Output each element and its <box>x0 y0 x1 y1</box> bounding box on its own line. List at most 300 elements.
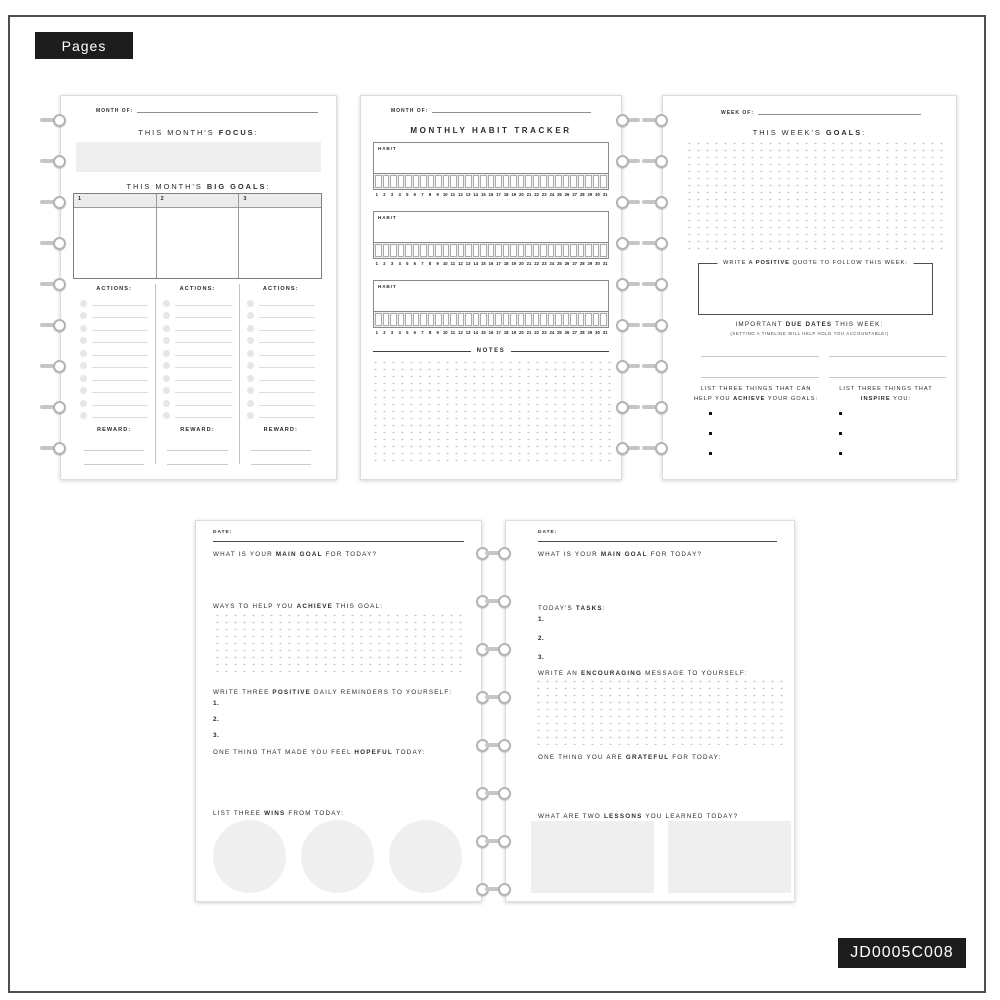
due-dates-lines-left <box>701 336 819 378</box>
day-number: 13 <box>465 191 471 197</box>
habit-day-cell <box>450 175 457 188</box>
action-writein-line <box>92 405 148 406</box>
action-bullet-icon <box>247 312 254 319</box>
daily-page-left <box>195 520 482 902</box>
notes-dot-grid <box>371 359 611 466</box>
habit-day-cell <box>420 313 427 326</box>
day-number: 13 <box>465 260 471 266</box>
habit-day-cell <box>533 175 540 188</box>
month-of-row <box>391 108 591 114</box>
action-bullet-icon <box>163 325 170 332</box>
binder-disc-icon <box>614 237 642 250</box>
hopeful-heading: ONE THING THAT MADE YOU FEEL HOPEFUL TODAY: <box>213 749 426 756</box>
actions-column <box>155 284 239 464</box>
reward-writein-line <box>84 437 144 451</box>
day-number: 10 <box>442 191 448 197</box>
day-number: 11 <box>450 191 456 197</box>
action-bullet-icon <box>163 312 170 319</box>
goal-writein-cell <box>239 208 321 278</box>
action-writein-line <box>259 417 315 418</box>
habit-label: HABIT <box>378 215 397 220</box>
binder-disc-icon <box>614 155 642 168</box>
action-bullet-icon <box>247 412 254 419</box>
habit-day-cell <box>383 175 390 188</box>
habit-day-cell <box>488 244 495 257</box>
habit-day-cell <box>465 313 472 326</box>
habit-day-cell <box>405 313 412 326</box>
inspire-list-heading: LIST THREE THINGS THAT INSPIRE YOU: <box>839 386 933 402</box>
habit-box <box>373 142 609 190</box>
habit-day-cell <box>465 175 472 188</box>
date-label: DATE: <box>213 530 233 535</box>
action-row <box>163 347 231 360</box>
habit-day-cell <box>405 244 412 257</box>
habit-day-cell <box>458 313 465 326</box>
disc-ring <box>655 319 668 332</box>
weekly-goals-heading: THIS WEEK'S GOALS: <box>752 128 867 137</box>
day-number: 15 <box>481 191 486 197</box>
notes-label: NOTES <box>476 348 506 354</box>
habit-day-cells <box>374 311 608 327</box>
day-number: 18 <box>503 191 509 197</box>
day-number: 18 <box>503 260 509 266</box>
binder-disc-icon <box>40 196 68 209</box>
habit-day-cell <box>563 244 570 257</box>
day-number: 3 <box>390 191 394 197</box>
binder-disc-icon <box>642 237 670 250</box>
action-row <box>163 360 231 373</box>
day-number: 14 <box>473 260 479 266</box>
habit-day-cell <box>375 244 382 257</box>
habit-day-cell <box>600 175 607 188</box>
reminders-heading: WRITE THREE POSITIVE DAILY REMINDERS TO YOURSELF: <box>213 689 453 696</box>
habit-box <box>373 211 609 259</box>
actions-label: ACTIONS: <box>96 286 133 292</box>
day-number: 22 <box>534 191 539 197</box>
day-number: 19 <box>511 191 517 197</box>
goal-column-number: 2 <box>157 194 240 207</box>
habit-blocks <box>373 142 609 349</box>
action-row <box>163 410 231 423</box>
day-number: 26 <box>564 329 570 335</box>
habit-day-cell <box>413 175 420 188</box>
habit-day-cell <box>525 175 532 188</box>
week-of-row <box>721 110 921 116</box>
habit-day-cell <box>428 313 435 326</box>
disc-ring <box>616 401 629 414</box>
action-row <box>163 322 231 335</box>
day-number: 2 <box>383 260 386 266</box>
pages-badge-label: Pages <box>61 37 107 54</box>
achieve-list-heading: LIST THREE THINGS THAT CAN HELP YOU ACHIEVE YOUR GOALS: <box>693 386 819 402</box>
habit-label: HABIT <box>378 284 397 289</box>
action-row <box>80 410 148 423</box>
day-number: 23 <box>541 191 547 197</box>
action-writein-line <box>259 367 315 368</box>
notes-line-right <box>511 351 609 352</box>
win-circle <box>389 820 462 893</box>
disc-ring <box>616 319 629 332</box>
action-writein-line <box>92 355 148 356</box>
action-writein-line <box>92 305 148 306</box>
day-number: 6 <box>413 260 417 266</box>
habit-day-cell <box>593 313 600 326</box>
disc-ring <box>655 237 668 250</box>
habit-day-cell <box>480 244 487 257</box>
product-code-label: JD0005C008 <box>850 944 954 961</box>
habit-day-cell <box>420 175 427 188</box>
day-number: 21 <box>526 191 532 197</box>
habit-day-cell <box>548 313 555 326</box>
todays-tasks-heading: TODAY'S TASKS: <box>538 605 606 612</box>
habit-day-cell <box>383 313 390 326</box>
habit-day-cell <box>450 244 457 257</box>
day-number: 30 <box>595 260 600 266</box>
action-row <box>163 372 231 385</box>
habit-day-cell <box>510 175 517 188</box>
habit-day-numbers <box>373 328 609 336</box>
action-writein-line <box>259 380 315 381</box>
habit-day-cells <box>374 173 608 189</box>
day-number: 20 <box>519 260 524 266</box>
monthly-goals-page <box>60 95 337 480</box>
action-bullet-icon <box>80 325 87 332</box>
habit-block <box>373 142 609 198</box>
day-number: 19 <box>511 260 517 266</box>
habit-day-cell <box>420 244 427 257</box>
day-number: 13 <box>465 329 471 335</box>
day-number: 23 <box>541 329 547 335</box>
action-writein-line <box>92 367 148 368</box>
day-number: 26 <box>564 191 570 197</box>
action-bullet-icon <box>247 400 254 407</box>
binder-disc-icon <box>642 278 670 291</box>
due-date-line <box>701 357 819 378</box>
binder-disc-icon <box>40 360 68 373</box>
reward-writein-line <box>167 451 227 465</box>
focus-heading: THIS MONTH'S FOCUS: <box>138 128 259 137</box>
date-label: DATE: <box>538 530 558 535</box>
habit-day-cell <box>555 175 562 188</box>
action-row <box>80 310 148 323</box>
reward-label: REWARD: <box>96 427 132 433</box>
action-row <box>80 397 148 410</box>
bullet-row <box>839 432 842 452</box>
disc-ring <box>498 883 511 896</box>
achieve-bullet-list <box>709 412 712 472</box>
numbered-line: 2. <box>213 716 220 723</box>
habit-day-cell <box>435 244 442 257</box>
main-goal-heading: WHAT IS YOUR MAIN GOAL FOR TODAY? <box>538 551 703 558</box>
action-bullet-icon <box>247 362 254 369</box>
day-number: 31 <box>602 191 608 197</box>
binder-disc-icon <box>40 442 68 455</box>
action-row <box>163 297 231 310</box>
action-bullet-icon <box>80 300 87 307</box>
binder-disc-icon <box>40 278 68 291</box>
habit-day-cell <box>585 313 592 326</box>
action-writein-line <box>92 392 148 393</box>
action-writein-line <box>259 342 315 343</box>
day-number: 12 <box>458 329 463 335</box>
bullet-dot-icon <box>839 432 842 435</box>
day-number: 14 <box>473 191 479 197</box>
action-row <box>80 360 148 373</box>
day-number: 17 <box>496 260 501 266</box>
inspire-bullet-list <box>839 412 842 472</box>
big-goals-table-body <box>74 208 321 278</box>
binder-disc-icon <box>40 114 68 127</box>
action-bullet-icon <box>80 387 87 394</box>
habit-day-cell <box>390 244 397 257</box>
action-bullet-icon <box>163 387 170 394</box>
day-number: 7 <box>421 260 424 266</box>
day-number: 27 <box>572 191 577 197</box>
day-number: 3 <box>390 260 394 266</box>
month-of-label: MONTH OF: <box>391 108 429 114</box>
disc-ring <box>498 691 511 704</box>
reward-label: REWARD: <box>180 427 215 433</box>
disc-ring <box>616 155 629 168</box>
action-writein-line <box>175 417 231 418</box>
action-bullet-icon <box>247 325 254 332</box>
habit-day-cell <box>570 175 577 188</box>
day-number: 31 <box>602 329 608 335</box>
disc-ring <box>53 360 66 373</box>
action-bullet-icon <box>80 350 87 357</box>
due-date-line <box>701 336 819 357</box>
habit-tracker-title: MONTHLY HABIT TRACKER <box>410 126 572 135</box>
due-dates-heading: IMPORTANT DUE DATES THIS WEEK: <box>735 321 884 328</box>
disc-ring <box>53 278 66 291</box>
action-bullet-icon <box>80 400 87 407</box>
numbered-line: 1. <box>538 616 545 623</box>
reward-writein-line <box>167 437 227 451</box>
actions-column <box>73 284 155 464</box>
habit-day-cell <box>450 313 457 326</box>
habit-box <box>373 280 609 328</box>
action-writein-line <box>92 342 148 343</box>
action-row <box>80 385 148 398</box>
habit-day-cell <box>435 313 442 326</box>
day-number: 28 <box>579 260 585 266</box>
action-writein-line <box>92 330 148 331</box>
habit-day-cell <box>593 244 600 257</box>
day-number: 6 <box>413 329 417 335</box>
habit-day-cell <box>578 175 585 188</box>
habit-day-cell <box>443 244 450 257</box>
day-number: 30 <box>595 329 600 335</box>
disc-ring <box>655 401 668 414</box>
action-writein-line <box>175 342 231 343</box>
day-number: 11 <box>450 329 456 335</box>
habit-day-cell <box>398 313 405 326</box>
day-number: 8 <box>428 191 432 197</box>
day-number: 25 <box>557 260 562 266</box>
action-row <box>247 385 315 398</box>
reward-writein-line <box>251 437 311 451</box>
habit-day-cell <box>413 313 420 326</box>
day-number: 24 <box>549 329 555 335</box>
day-number: 9 <box>436 260 439 266</box>
habit-day-cell <box>525 244 532 257</box>
binder-disc-icon <box>40 237 68 250</box>
action-row <box>163 397 231 410</box>
habit-tracker-page <box>360 95 622 480</box>
disc-ring <box>616 237 629 250</box>
binder-disc-icon <box>485 691 513 704</box>
action-writein-line <box>92 380 148 381</box>
binder-disc-icon <box>642 401 670 414</box>
habit-day-cell <box>533 313 540 326</box>
month-of-line <box>432 112 591 113</box>
disc-ring <box>498 739 511 752</box>
reward-writein-line <box>84 451 144 465</box>
bullet-row <box>709 432 712 452</box>
encouraging-heading: WRITE AN ENCOURAGING MESSAGE TO YOURSELF: <box>538 670 748 677</box>
day-number: 14 <box>473 329 479 335</box>
habit-day-cell <box>398 175 405 188</box>
action-row <box>247 360 315 373</box>
habit-day-numbers <box>373 259 609 267</box>
action-row <box>247 322 315 335</box>
binder-disc-icon <box>642 196 670 209</box>
habit-day-cell <box>495 244 502 257</box>
action-bullet-icon <box>80 412 87 419</box>
habit-block <box>373 211 609 267</box>
habit-day-cell <box>563 175 570 188</box>
day-number: 1 <box>375 260 378 266</box>
day-number: 29 <box>587 329 593 335</box>
action-bullet-icon <box>163 362 170 369</box>
action-bullet-icon <box>80 337 87 344</box>
notes-divider <box>373 348 609 354</box>
month-of-line <box>137 112 318 113</box>
day-number: 1 <box>375 191 378 197</box>
disc-ring <box>655 442 668 455</box>
day-number: 3 <box>390 329 394 335</box>
action-row <box>247 397 315 410</box>
habit-day-cell <box>480 313 487 326</box>
binder-disc-icon <box>485 595 513 608</box>
habit-day-cell <box>495 175 502 188</box>
binder-disc-icon <box>614 360 642 373</box>
habit-day-cell <box>488 313 495 326</box>
goal-writein-cell <box>157 208 240 278</box>
day-number: 24 <box>549 191 555 197</box>
binder-disc-icon <box>614 319 642 332</box>
day-number: 5 <box>406 260 409 266</box>
day-number: 17 <box>496 329 501 335</box>
action-bullet-icon <box>163 337 170 344</box>
binder-disc-icon <box>614 278 642 291</box>
binder-disc-icon <box>40 155 68 168</box>
habit-day-cells <box>374 242 608 258</box>
day-number: 24 <box>549 260 555 266</box>
disc-ring <box>53 442 66 455</box>
day-number: 16 <box>488 329 494 335</box>
habit-day-cell <box>503 313 510 326</box>
actions-label: ACTIONS: <box>179 286 216 292</box>
disc-ring <box>498 835 511 848</box>
disc-ring <box>616 360 629 373</box>
disc-ring <box>655 196 668 209</box>
action-writein-line <box>259 392 315 393</box>
task-number-list <box>538 616 544 673</box>
daily-page-right <box>505 520 795 902</box>
habit-day-cell <box>525 313 532 326</box>
habit-day-cell <box>480 175 487 188</box>
habit-day-cell <box>555 313 562 326</box>
day-number: 19 <box>511 329 517 335</box>
day-number: 15 <box>481 260 486 266</box>
numbered-line: 3. <box>538 654 545 661</box>
product-code-badge <box>838 938 966 968</box>
day-number: 6 <box>413 191 417 197</box>
action-bullet-icon <box>80 362 87 369</box>
action-writein-line <box>92 417 148 418</box>
month-of-label: MONTH OF: <box>96 108 134 114</box>
action-writein-line <box>259 405 315 406</box>
reward-label: REWARD: <box>263 427 299 433</box>
day-number: 25 <box>557 329 562 335</box>
habit-day-cell <box>473 175 480 188</box>
day-number: 4 <box>398 260 401 266</box>
action-bullet-icon <box>80 375 87 382</box>
binder-disc-icon <box>614 401 642 414</box>
action-writein-line <box>175 330 231 331</box>
habit-day-cell <box>390 175 397 188</box>
encouraging-dot-grid <box>534 678 786 745</box>
binder-disc-icon <box>40 401 68 414</box>
disc-ring <box>53 155 66 168</box>
day-number: 2 <box>383 329 386 335</box>
day-number: 4 <box>398 329 401 335</box>
habit-day-cell <box>518 175 525 188</box>
binder-disc-icon <box>614 442 642 455</box>
day-number: 8 <box>428 329 432 335</box>
day-number: 30 <box>595 191 600 197</box>
habit-day-cell <box>398 244 405 257</box>
action-row <box>247 310 315 323</box>
achieve-dot-grid <box>213 612 464 673</box>
bullet-row <box>839 412 842 432</box>
day-number: 26 <box>564 260 570 266</box>
action-bullet-icon <box>247 350 254 357</box>
wins-heading: LIST THREE WINS FROM TODAY: <box>213 810 345 817</box>
habit-day-cell <box>548 175 555 188</box>
habit-day-cell <box>390 313 397 326</box>
day-number: 7 <box>421 191 424 197</box>
disc-ring <box>498 643 511 656</box>
habit-day-cell <box>600 244 607 257</box>
action-writein-line <box>259 305 315 306</box>
lesson-writein-box <box>668 821 791 893</box>
habit-block <box>373 280 609 336</box>
day-number: 8 <box>428 260 432 266</box>
action-bullet-icon <box>163 375 170 382</box>
actions-columns <box>73 284 322 464</box>
numbered-line: 1. <box>213 700 220 707</box>
action-row <box>247 297 315 310</box>
habit-day-cell <box>570 244 577 257</box>
binder-disc-icon <box>485 547 513 560</box>
action-writein-line <box>175 367 231 368</box>
day-number: 25 <box>557 191 562 197</box>
action-writein-line <box>92 317 148 318</box>
habit-day-cell <box>375 175 382 188</box>
habit-day-cell <box>600 313 607 326</box>
